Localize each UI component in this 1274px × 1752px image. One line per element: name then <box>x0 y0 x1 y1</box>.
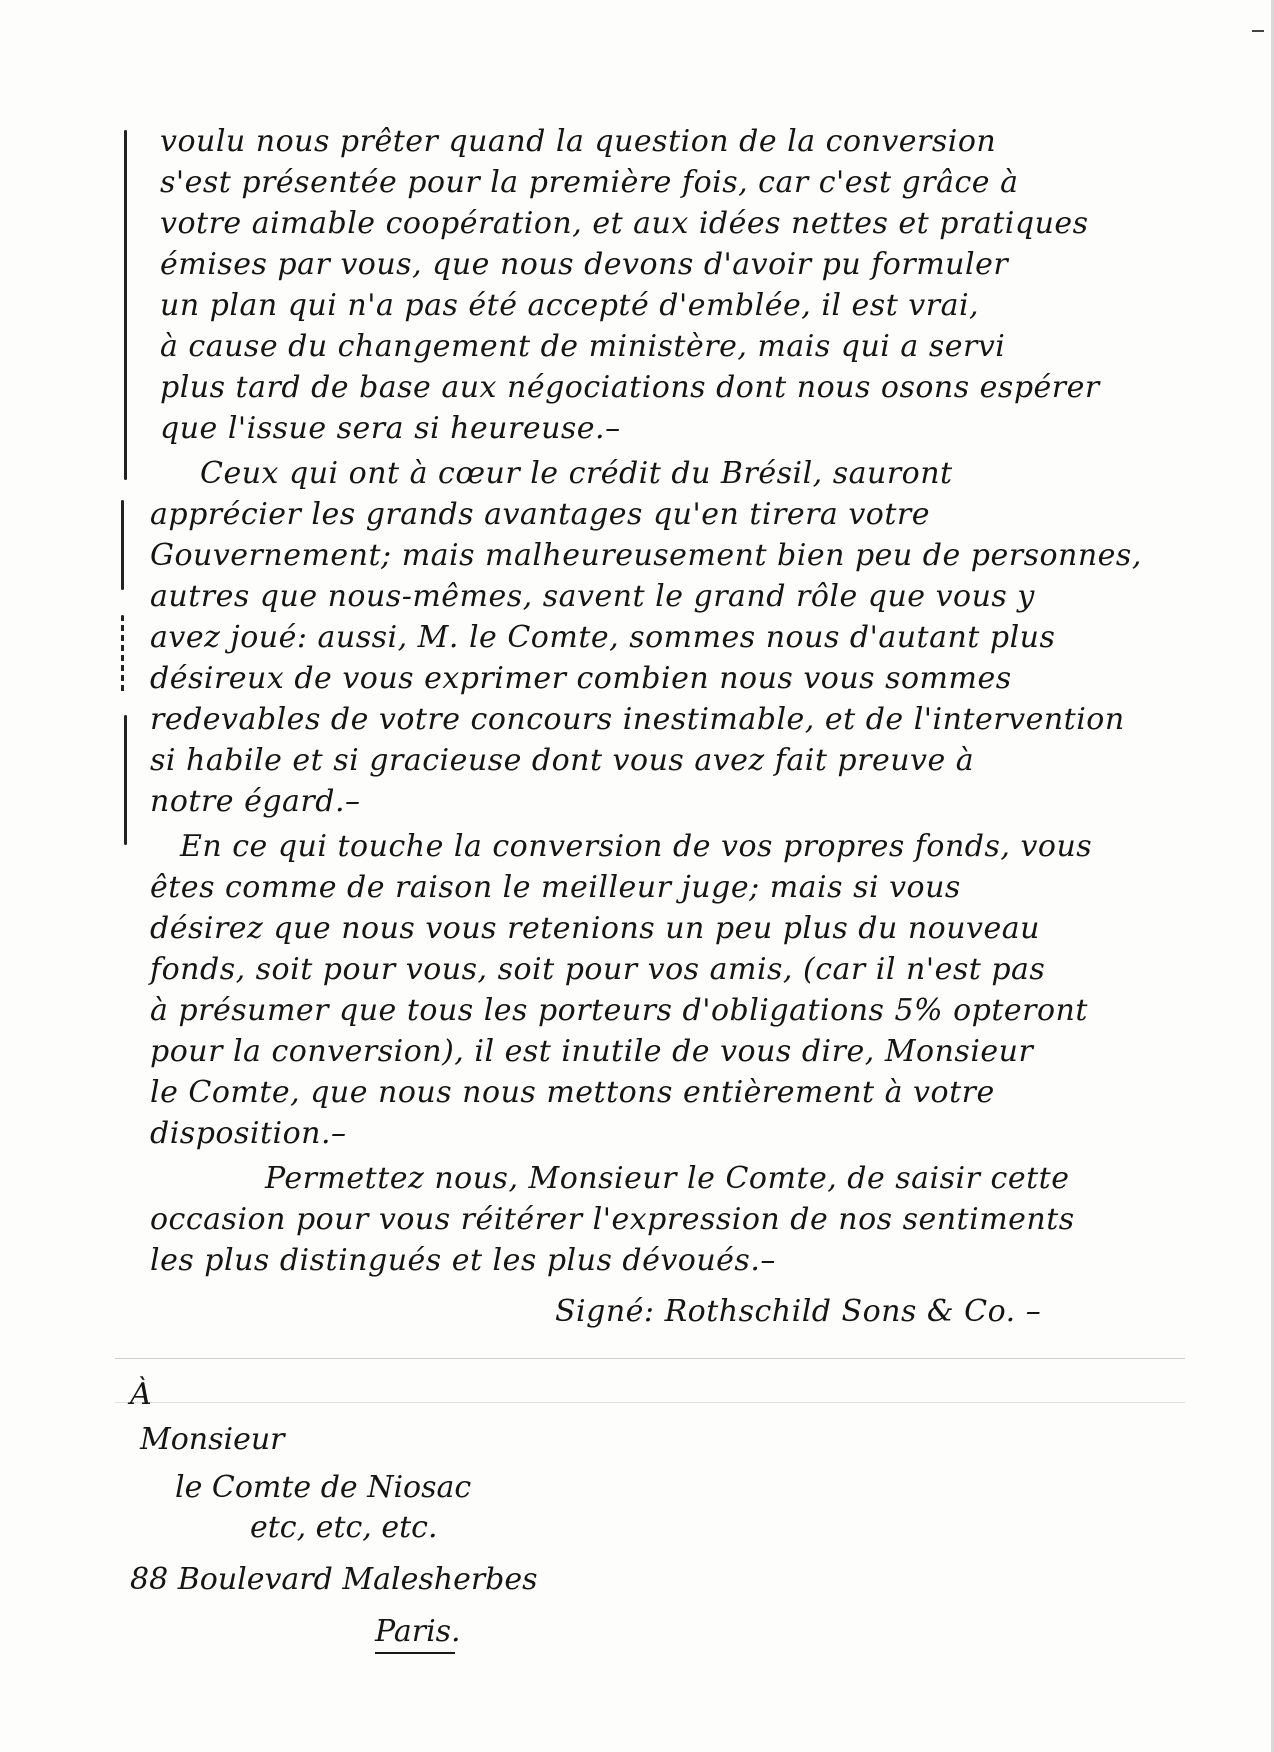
letter-line: s'est présentée pour la première fois, car c'est grâce à <box>160 165 1019 200</box>
letter-line: désireux de vous exprimer combien nous vous sommes <box>150 661 1012 696</box>
letter-line: occasion pour vous réitérer l'expression de nos sentiments <box>150 1202 1075 1237</box>
letter-line: avez joué: aussi, M. le Comte, sommes nous d'autant plus <box>150 620 1056 655</box>
margin-bracket <box>121 500 124 590</box>
letter-line: un plan qui n'a pas été accepté d'emblée, il est vrai, <box>160 288 980 323</box>
address-city: Paris. <box>375 1614 461 1649</box>
margin-bracket <box>124 130 127 480</box>
letter-line: notre égard.– <box>150 784 361 819</box>
letter-line: à cause du changement de ministère, mais qui a servi <box>160 329 1006 364</box>
letter-line: fonds, soit pour vous, soit pour vos amis, (car il n'est pas <box>150 952 1046 987</box>
address-prefix: À <box>130 1377 152 1412</box>
letter-line: les plus distingués et les plus dévoués.– <box>150 1243 776 1278</box>
letter-line: Ceux qui ont à cœur le crédit du Brésil, sauront <box>200 456 953 491</box>
letter-line: En ce qui touche la conversion de vos propres fonds, vous <box>180 829 1093 864</box>
letter-line: que l'issue sera si heureuse.– <box>160 411 621 446</box>
letter-line: Gouvernement; mais malheureusement bien peu de personnes, <box>150 538 1142 573</box>
letter-line: votre aimable coopération, et aux idées nettes et pratiques <box>160 206 1089 241</box>
letter-line: si habile et si gracieuse dont vous avez fait preuve à <box>150 743 975 778</box>
city-underline <box>375 1652 455 1654</box>
letter-line: plus tard de base aux négociations dont nous osons espérer <box>160 370 1100 405</box>
address-street: 88 Boulevard Malesherbes <box>130 1562 538 1597</box>
address-name: le Comte de Niosac <box>175 1470 472 1505</box>
page-rule <box>115 1402 1185 1403</box>
letter-line: à présumer que tous les porteurs d'obligations 5% opteront <box>150 993 1088 1028</box>
letter-line: le Comte, que nous nous mettons entièrement à votre <box>150 1075 995 1110</box>
margin-bracket <box>121 615 124 695</box>
letter-line: autres que nous-mêmes, savent le grand rôle que vous y <box>150 579 1035 614</box>
letter-line: Permettez nous, Monsieur le Comte, de saisir cette <box>265 1161 1070 1196</box>
letter-line: apprécier les grands avantages qu'en tirera votre <box>150 497 931 532</box>
margin-bracket <box>124 715 127 845</box>
letter-line: êtes comme de raison le meilleur juge; mais si vous <box>150 870 961 905</box>
address-salutation: Monsieur <box>140 1422 285 1457</box>
address-etc: etc, etc, etc. <box>250 1510 438 1545</box>
letter-line: pour la conversion), il est inutile de vous dire, Monsieur <box>150 1034 1034 1069</box>
letter-line: redevables de votre concours inestimable, et de l'intervention <box>150 702 1125 737</box>
letter-line: émises par vous, que nous devons d'avoir pu formuler <box>160 247 1009 282</box>
letter-line: voulu nous prêter quand la question de la conversion <box>160 124 997 159</box>
signature: Signé: Rothschild Sons & Co. – <box>555 1294 1042 1329</box>
letter-line: désirez que nous vous retenions un peu plus du nouveau <box>150 911 1040 946</box>
corner-mark <box>1252 30 1264 32</box>
letter-line: disposition.– <box>150 1116 347 1151</box>
page-rule <box>115 1358 1185 1359</box>
